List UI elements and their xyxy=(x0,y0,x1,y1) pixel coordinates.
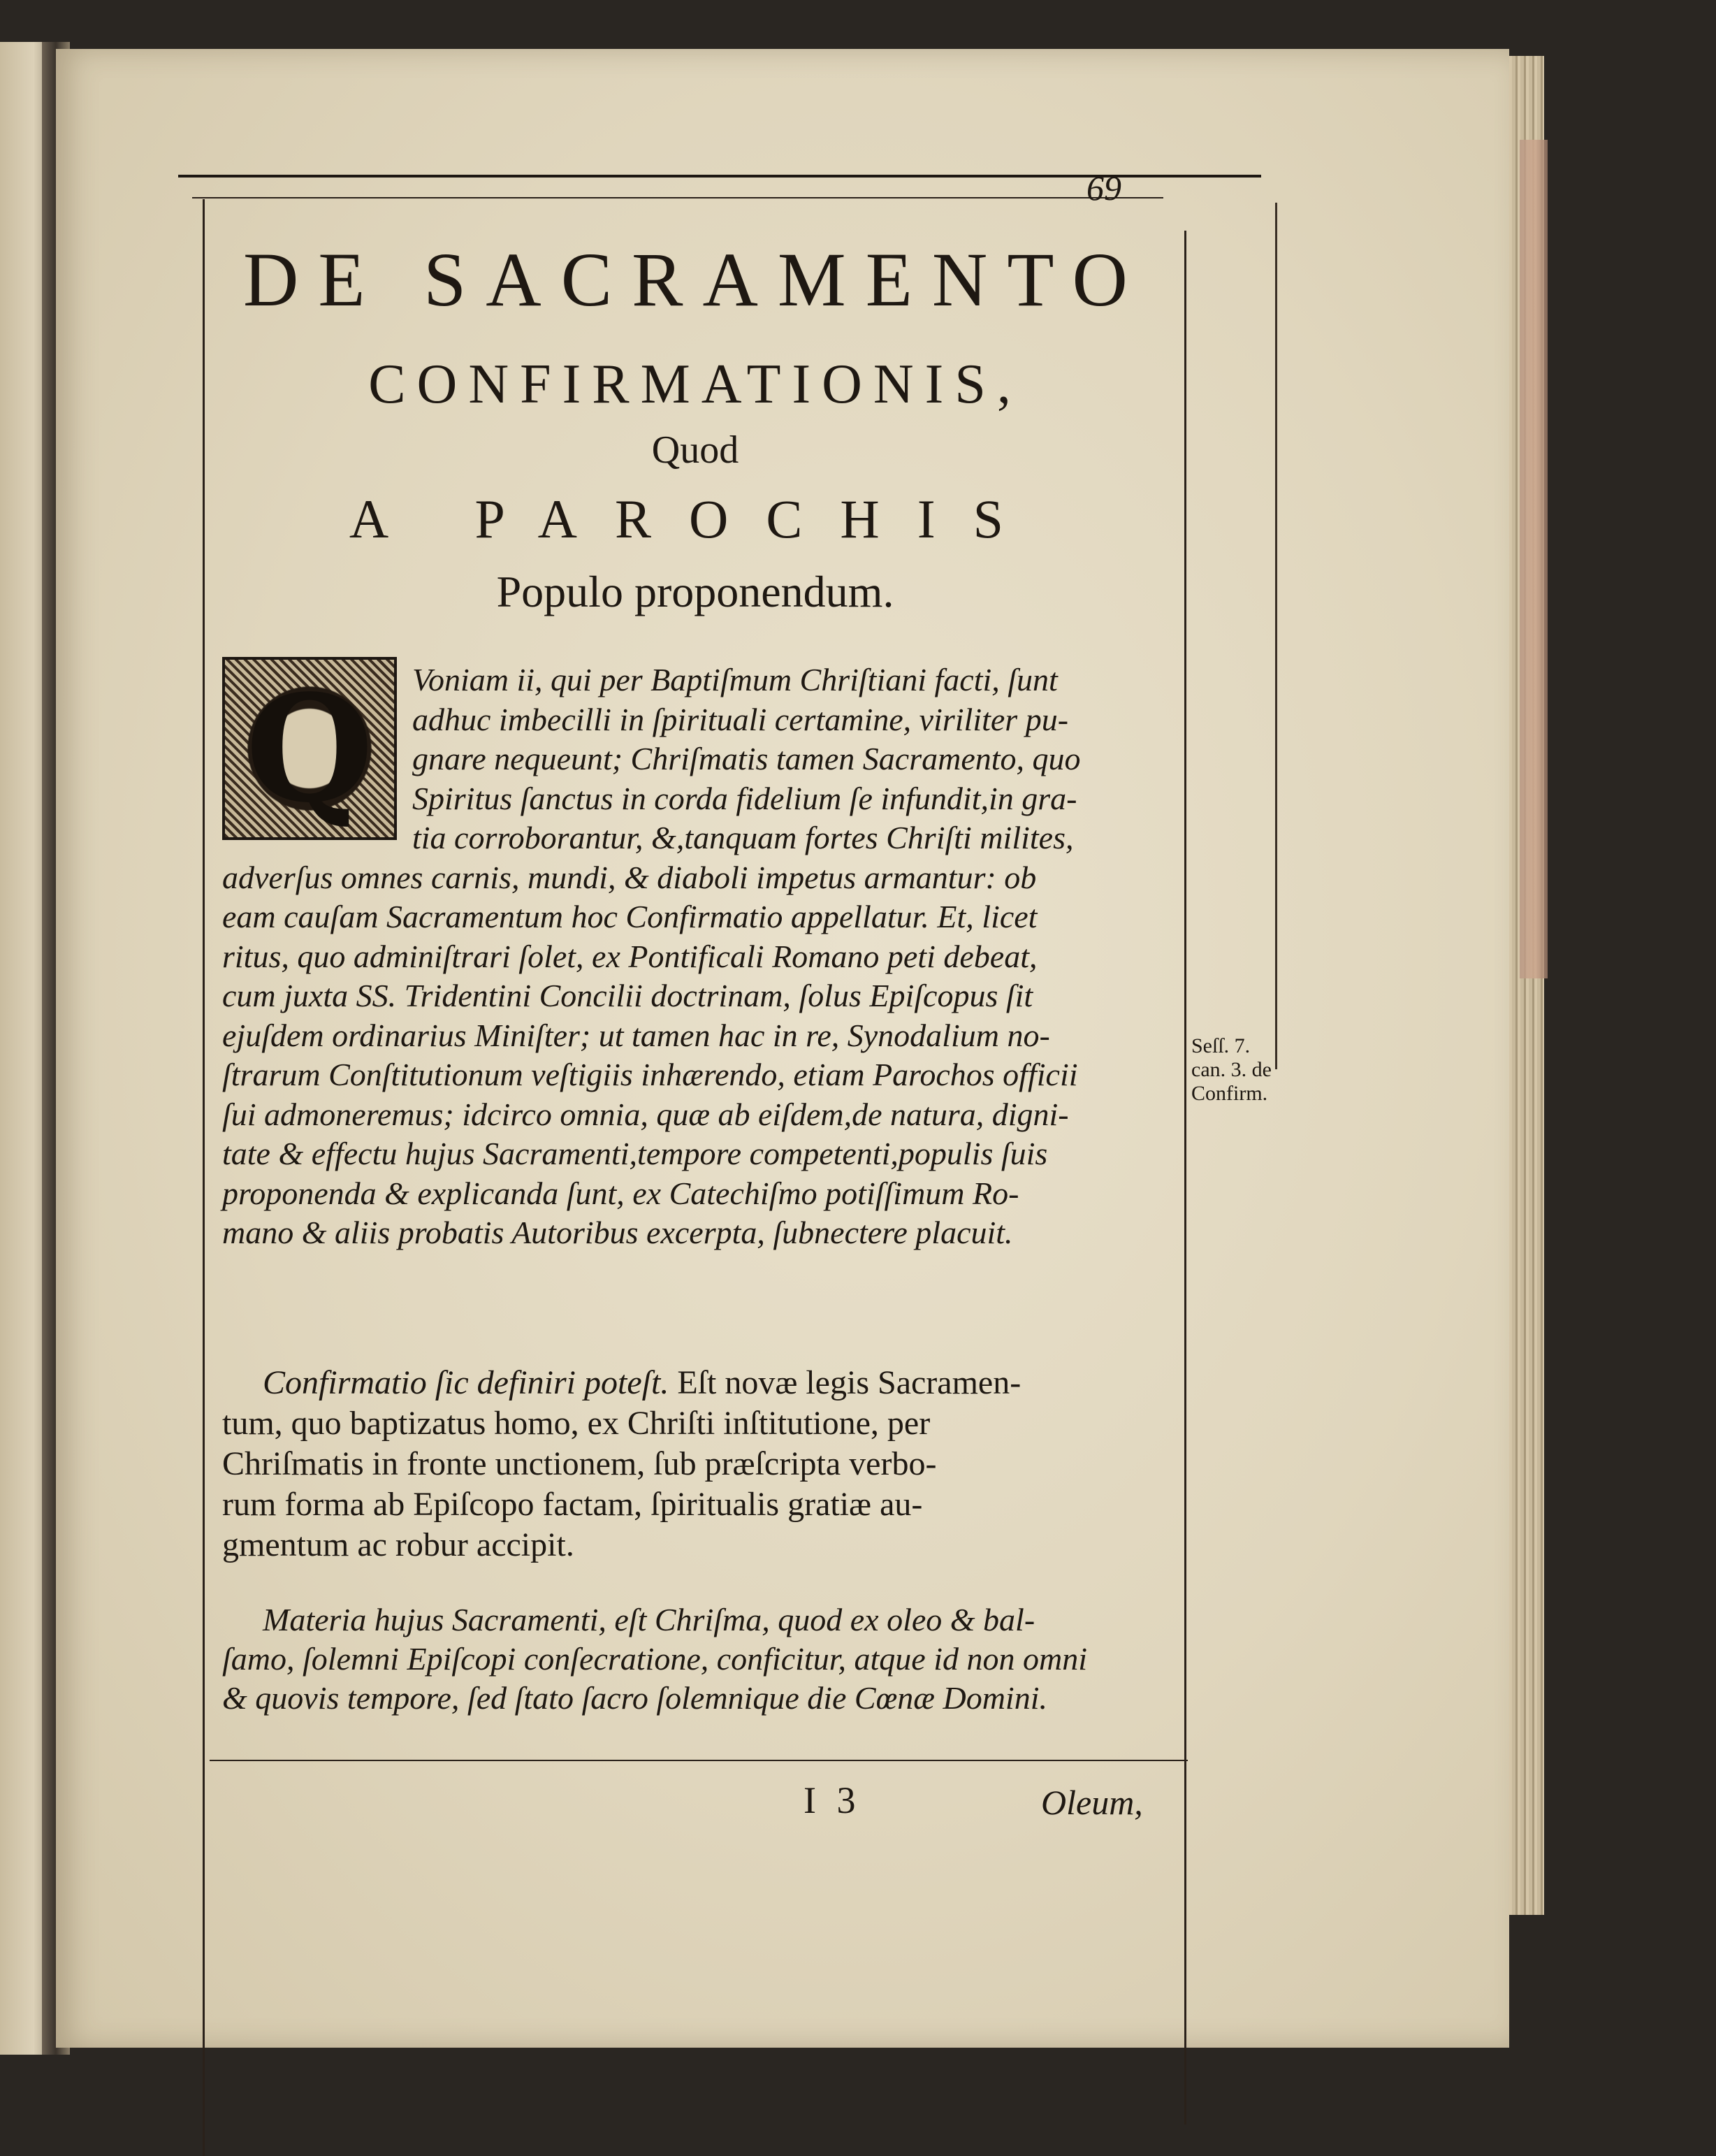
frame-left-border xyxy=(203,199,205,2156)
text-line: Materia hujus Sacramenti, eſt Chriſma, quod ex oleo & bal- xyxy=(263,1602,1035,1637)
text-line: proponenda & explicanda ſunt, ex Catechiſmo potiſſimum Ro- xyxy=(222,1175,1019,1211)
text-line: ſtrarum Conſtitutionum veſtigiis inhærendo, etiam Parochos officii xyxy=(222,1057,1078,1092)
definition-lead-roman: Eſt novæ legis Sacramen- xyxy=(669,1364,1021,1401)
page-number: 69 xyxy=(1086,168,1121,208)
text-line xyxy=(222,1363,1186,1403)
text-line: Chriſmatis in fronte unctionem, ſub præſcripta verbo- xyxy=(222,1445,937,1482)
text-line: gmentum ac robur accipit. xyxy=(222,1526,574,1563)
definition-paragraph xyxy=(222,1363,1186,1565)
heading-populo: Populo proponendum. xyxy=(496,567,894,616)
text-line: eam cauſam Sacramentum hoc Confirmatio appellatur. Et, licet xyxy=(222,899,1038,934)
decorated-initial xyxy=(222,657,397,840)
text-line: cum juxta SS. Tridentini Concilii doctrinam, ſolus Epiſcopus ſit xyxy=(222,978,1033,1013)
materia-paragraph xyxy=(222,1600,1186,1718)
text-line: ſamo, ſolemni Epiſcopi conſecratione, conficitur, atque id non omni xyxy=(222,1641,1087,1677)
frame-right-outer-border xyxy=(1275,203,1277,1069)
text-line: Spiritus ſanctus in corda fidelium ſe infundit,in gra- xyxy=(412,780,1077,816)
page-subtitle: CONFIRMATIONIS, xyxy=(368,354,1022,415)
frame-bottom-line xyxy=(210,1760,1188,1761)
signature-mark: I 3 xyxy=(804,1779,861,1821)
margin-note-line: Confirm. xyxy=(1191,1082,1268,1105)
text-line: mano & aliis probatis Autoribus excerpta, ſubnectere placuit. xyxy=(222,1215,1013,1250)
text-line: rum forma ab Epiſcopo factam, ſpiritualis gratiæ au- xyxy=(222,1486,923,1523)
text-line: tia corroborantur, &,tanquam fortes Chriſti milites, xyxy=(412,820,1074,855)
text-line: adverſus omnes carnis, mundi, & diaboli impetus armantur: ob xyxy=(222,859,1037,895)
decorated-initial-letter: Q xyxy=(245,662,374,835)
definition-lead: Confirmatio ſic definiri poteſt. xyxy=(263,1364,669,1401)
margin-note-line: can. 3. de xyxy=(1191,1058,1272,1081)
margin-note xyxy=(1191,1034,1296,1106)
heading-parochis: A PAROCHIS xyxy=(349,489,1042,549)
text-line: gnare nequeunt; Chriſmatis tamen Sacramento, quo xyxy=(412,741,1081,776)
page-title: DE SACRAMENTO xyxy=(242,237,1147,322)
frame-top-line xyxy=(192,197,1163,198)
text-line: tum, quo baptizatus homo, ex Chriſti inſtitutione, per xyxy=(222,1405,931,1442)
catchword: Oleum, xyxy=(1041,1783,1143,1822)
text-line: ſui admoneremus; idcirco omnia, quæ ab eiſdem,de natura, digni- xyxy=(222,1096,1069,1132)
text-line: tate & effectu hujus Sacramenti,tempore competenti,populis ſuis xyxy=(222,1136,1048,1171)
text-line: adhuc imbecilli in ſpirituali certamine, viriliter pu- xyxy=(412,701,1069,737)
margin-note-line: Seſſ. 7. xyxy=(1191,1034,1251,1057)
heading-quod: Quod xyxy=(651,428,739,472)
text-line: Voniam ii, qui per Baptiſmum Chriſtiani facti, ſunt xyxy=(412,662,1058,697)
page-edges-red xyxy=(1520,140,1548,978)
text-line: ritus, quo adminiſtrari ſolet, ex Pontificali Romano peti debeat, xyxy=(222,938,1038,974)
text-line: & quovis tempore, ſed ſtato ſacro ſolemnique die Cœnæ Domini. xyxy=(222,1680,1047,1716)
text-line: ejuſdem ordinarius Miniſter; ut tamen hac in re, Synodalium no- xyxy=(222,1017,1050,1053)
